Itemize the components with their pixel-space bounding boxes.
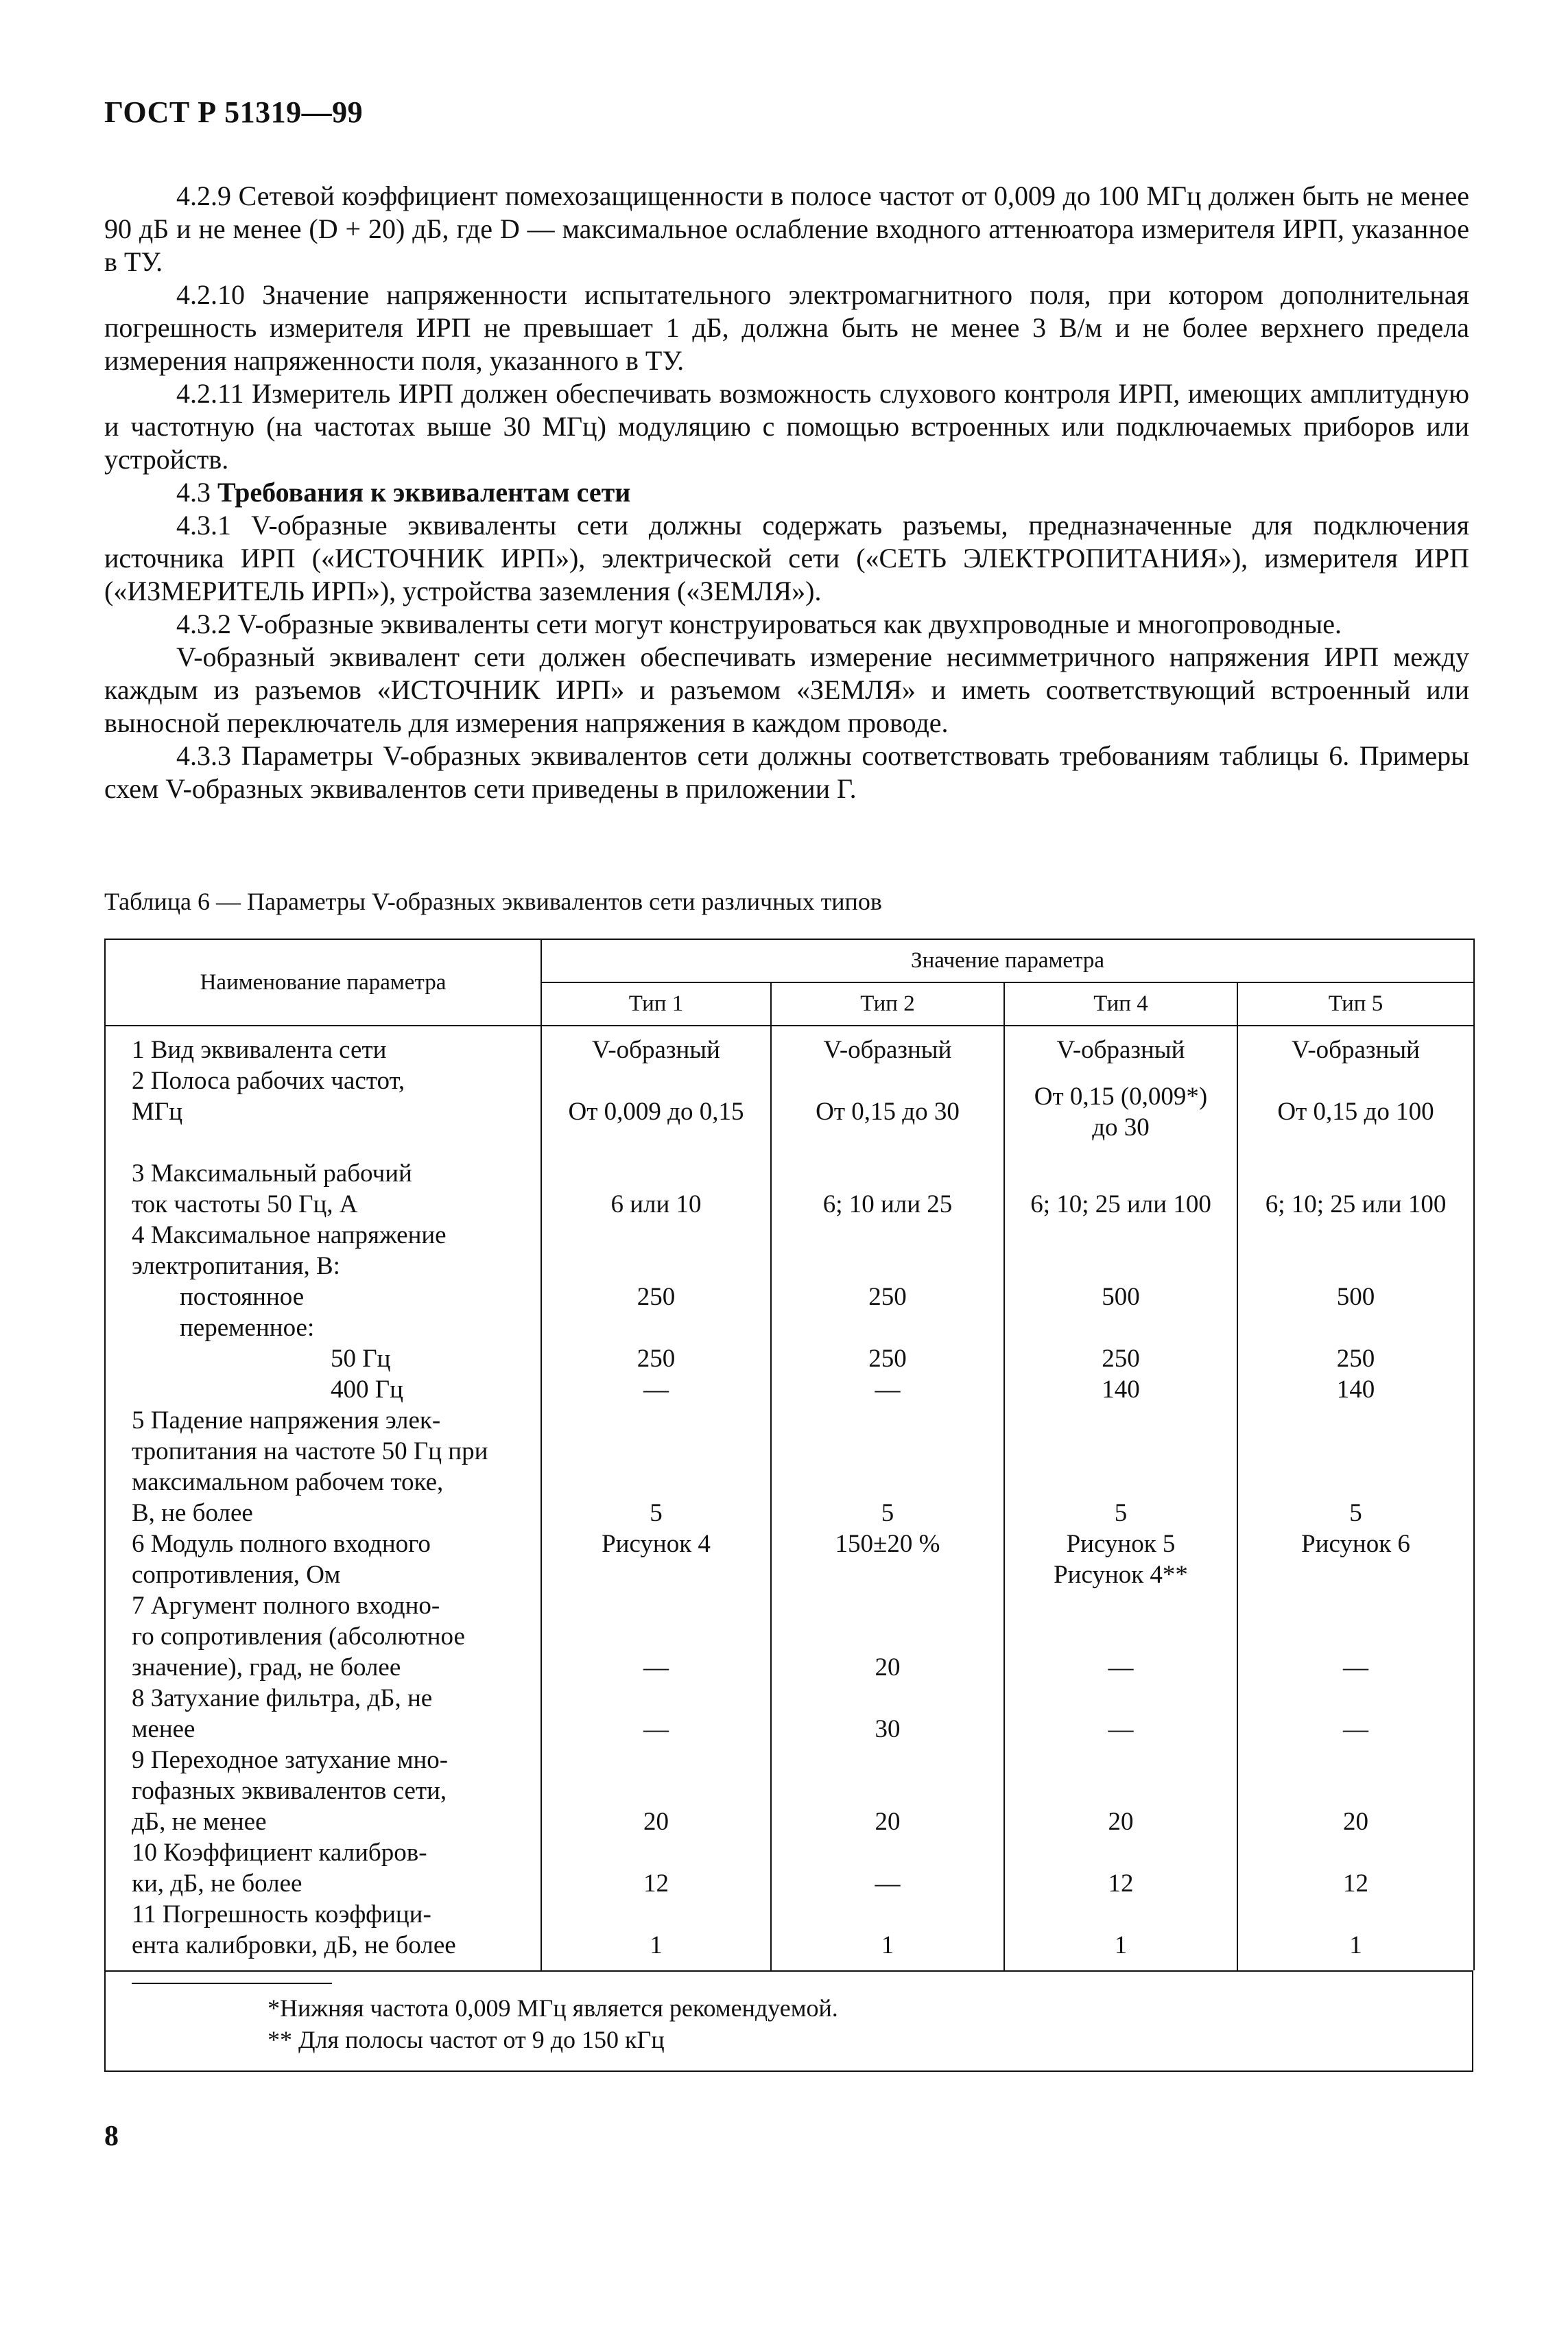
- section-title: Требования к эквивалентам сети: [217, 477, 631, 508]
- row-label-line: 9 Переходное затухание мно-: [132, 1746, 449, 1774]
- cell-value: 6 или 10: [541, 1158, 771, 1220]
- header-type-4: Тип 4: [1004, 982, 1237, 1026]
- row-label-line: 50 Гц: [331, 1345, 391, 1373]
- row-label-line: менее: [132, 1715, 195, 1743]
- row-label: [105, 1374, 541, 1405]
- cell-value: 500: [1237, 1220, 1474, 1312]
- cell-value: —: [541, 1590, 771, 1683]
- row-label-line: МГц: [132, 1098, 183, 1126]
- cell-value: 20: [771, 1745, 1004, 1837]
- cell-value: 5: [541, 1405, 771, 1529]
- header-type-1: Тип 1: [541, 982, 771, 1026]
- document-header: ГОСТ Р 51319—99: [104, 95, 364, 129]
- cell-value: 250: [1237, 1312, 1474, 1374]
- row-label-line: 400 Гц: [331, 1376, 403, 1404]
- cell-value: 250: [771, 1220, 1004, 1312]
- footnote-rule: [132, 1983, 332, 1984]
- cell-line: Рисунок 4**: [1054, 1561, 1188, 1589]
- cell-value: 140: [1237, 1374, 1474, 1405]
- cell-value: V-образный: [771, 1026, 1004, 1065]
- cell-value: 5: [1004, 1405, 1237, 1529]
- paragraph-4-2-9: 4.2.9 Сетевой коэффициент помехозащищенности в полосе частот от 0,009 до 100 МГц должен быть не менее 90 дБ и не менее (D + 20) дБ, где D — максимальное ослабление входного аттенюатора измерителя ИРП, указанное в ТУ.: [104, 180, 1469, 277]
- page-number: 8: [104, 2121, 119, 2152]
- cell-value: 12: [1004, 1837, 1237, 1899]
- row-label-line: электропитания, В:: [132, 1252, 340, 1280]
- header-type-5: Тип 5: [1237, 982, 1474, 1026]
- row-label-line: В, не более: [132, 1499, 253, 1527]
- cell-value: 140: [1004, 1374, 1237, 1405]
- row-label: [105, 1899, 541, 1970]
- row-label-line: 8 Затухание фильтра, дБ, не: [132, 1684, 433, 1712]
- paragraph-4-2-10: 4.2.10 Значение напряженности испытательного электромагнитного поля, при котором дополнительная погрешность измерителя ИРП не превышает 1 дБ, должна быть не менее 3 В/м и не более верхнего предела измерения напряженности поля, указанного в ТУ.: [104, 279, 1469, 376]
- row-label-line: 4 Максимальное напряжение: [132, 1221, 447, 1249]
- row-label-line: значение), град, не более: [132, 1653, 401, 1682]
- cell-value: От 0,15 до 30: [771, 1065, 1004, 1158]
- cell-value: [1004, 1065, 1237, 1158]
- cell-line: до 30: [1092, 1113, 1150, 1142]
- cell-value: 6; 10; 25 или 100: [1237, 1158, 1474, 1220]
- cell-value: Рисунок 6: [1237, 1529, 1474, 1590]
- cell-value: 250: [541, 1312, 771, 1374]
- row-label: [105, 1529, 541, 1590]
- cell-value: От 0,15 до 100: [1237, 1065, 1474, 1158]
- cell-value: —: [1237, 1590, 1474, 1683]
- row-label-line: тропитания на частоте 50 Гц при: [132, 1437, 488, 1465]
- parameters-table-container: [104, 939, 1473, 2072]
- row-label-line: 7 Аргумент полного входно-: [132, 1592, 440, 1620]
- table-row: [105, 1590, 1474, 1683]
- cell-value: V-образный: [1237, 1026, 1474, 1065]
- row-label-line: максимальном рабочем токе,: [132, 1468, 444, 1496]
- row-label-line: 3 Максимальный рабочий: [132, 1159, 412, 1188]
- table-row: [105, 1899, 1474, 1970]
- table-row: [105, 1026, 1474, 1065]
- cell-value: —: [1004, 1590, 1237, 1683]
- body-text: [104, 180, 1469, 805]
- row-label: [105, 1312, 541, 1374]
- row-label: [105, 1837, 541, 1899]
- cell-value: 20: [541, 1745, 771, 1837]
- cell-value: 6; 10; 25 или 100: [1004, 1158, 1237, 1220]
- row-label-line: гофазных эквивалентов сети,: [132, 1777, 447, 1805]
- cell-value: 12: [541, 1837, 771, 1899]
- table-row: [105, 1745, 1474, 1837]
- cell-value: [1004, 1529, 1237, 1590]
- table-row: [105, 1065, 1474, 1158]
- cell-value: 20: [1004, 1745, 1237, 1837]
- row-label-line: 11 Погрешность коэффици-: [132, 1900, 431, 1928]
- table-row: [105, 1405, 1474, 1529]
- row-label: [105, 1220, 541, 1312]
- cell-value: —: [541, 1374, 771, 1405]
- cell-value: 500: [1004, 1220, 1237, 1312]
- row-label-line: переменное:: [180, 1314, 315, 1342]
- row-label: [105, 1065, 541, 1158]
- cell-value: 5: [771, 1405, 1004, 1529]
- row-label-line: ток частоты 50 Гц, А: [132, 1190, 358, 1218]
- cell-value: 250: [541, 1220, 771, 1312]
- row-label-line: постоянное: [180, 1283, 305, 1311]
- row-label-line: 10 Коэффициент калибров-: [132, 1839, 427, 1867]
- section-number: 4.3: [176, 477, 211, 508]
- cell-value: —: [1237, 1683, 1474, 1745]
- header-parameter-name: Наименование параметра: [105, 939, 541, 1026]
- cell-line: От 0,15 (0,009*): [1034, 1082, 1208, 1111]
- cell-value: —: [541, 1683, 771, 1745]
- row-label: [105, 1405, 541, 1529]
- row-label-line: 2 Полоса рабочих частот,: [132, 1067, 405, 1095]
- cell-value: —: [771, 1374, 1004, 1405]
- paragraph-4-3-3: 4.3.3 Параметры V-образных эквивалентов сети должны соответствовать требованиям таблицы 6. Примеры схем V-образных эквивалентов сети приведены в приложении Г.: [104, 740, 1469, 804]
- cell-value: 30: [771, 1683, 1004, 1745]
- cell-value: Рисунок 4: [541, 1529, 771, 1590]
- cell-value: 1: [1237, 1899, 1474, 1970]
- row-label-line: сопротивления, Ом: [132, 1561, 341, 1589]
- table-row: [105, 1837, 1474, 1899]
- cell-value: 1: [771, 1899, 1004, 1970]
- table-row: [105, 1683, 1474, 1745]
- table-row: [105, 1529, 1474, 1590]
- row-label: 1 Вид эквивалента сети: [105, 1026, 541, 1065]
- cell-value: 6; 10 или 25: [771, 1158, 1004, 1220]
- cell-value: V-образный: [541, 1026, 771, 1065]
- cell-value: 5: [1237, 1405, 1474, 1529]
- parameters-table: [104, 939, 1475, 1970]
- row-label: [105, 1158, 541, 1220]
- section-heading-4-3: [104, 476, 1469, 509]
- cell-value: 150±20 %: [771, 1529, 1004, 1590]
- cell-value: 1: [541, 1899, 771, 1970]
- cell-value: 12: [1237, 1837, 1474, 1899]
- cell-value: 20: [771, 1590, 1004, 1683]
- table-row: [105, 1312, 1474, 1374]
- header-parameter-value: Значение параметра: [541, 939, 1474, 982]
- cell-value: 1: [1004, 1899, 1237, 1970]
- paragraph-4-3-2-continued: V-образный эквивалент сети должен обеспечивать измерение несимметричного напряжения ИРП между каждым из разъемов «ИСТОЧНИК ИРП» и разъемом «ЗЕМЛЯ» и иметь соответствующий встроенный или выносной переключатель для измерения напряжения в каждом проводе.: [104, 641, 1469, 738]
- table-row: [105, 1374, 1474, 1405]
- footnote: ** Для полосы частот от 9 до 150 кГц: [268, 2026, 665, 2053]
- row-label: [105, 1745, 541, 1837]
- cell-value: 250: [1004, 1312, 1237, 1374]
- cell-value: V-образный: [1004, 1026, 1237, 1065]
- cell-value: 20: [1237, 1745, 1474, 1837]
- row-label-line: 5 Падение напряжения элек-: [132, 1406, 441, 1435]
- row-label-line: ки, дБ, не более: [132, 1869, 302, 1898]
- row-label-line: дБ, не менее: [132, 1808, 267, 1836]
- cell-value: От 0,009 до 0,15: [541, 1065, 771, 1158]
- table-row: [105, 1220, 1474, 1312]
- paragraph-4-2-11: 4.2.11 Измеритель ИРП должен обеспечивать возможность слухового контроля ИРП, имеющих амплитудную и частотную (на частотах выше 30 МГц) модуляцию с помощью встроенных или подключаемых приборов или устройств.: [104, 378, 1469, 475]
- header-type-2: Тип 2: [771, 982, 1004, 1026]
- table-row: [105, 1158, 1474, 1220]
- row-label: [105, 1590, 541, 1683]
- footnote: *Нижняя частота 0,009 МГц является рекомендуемой.: [268, 1994, 838, 2022]
- paragraph-4-3-1: 4.3.1 V-образные эквиваленты сети должны содержать разъемы, предназначенные для подключения источника ИРП («ИСТОЧНИК ИРП»), электрической сети («СЕТЬ ЭЛЕКТРОПИТАНИЯ»), измерителя ИРП («ИЗМЕРИТЕЛЬ ИРП»), устройства заземления («ЗЕМЛЯ»).: [104, 510, 1469, 606]
- cell-value: —: [771, 1837, 1004, 1899]
- row-label-line: ента калибровки, дБ, не более: [132, 1931, 456, 1959]
- cell-value: 250: [771, 1312, 1004, 1374]
- cell-line: Рисунок 5: [1066, 1530, 1176, 1558]
- row-label-line: го сопротивления (абсолютное: [132, 1623, 465, 1651]
- table-footnotes: [104, 1970, 1473, 2072]
- paragraph-4-3-2: 4.3.2 V-образные эквиваленты сети могут конструироваться как двухпроводные и многопроводные.: [176, 609, 1342, 639]
- row-label: [105, 1683, 541, 1745]
- table-caption: Таблица 6 — Параметры V-образных эквивалентов сети различных типов: [104, 888, 882, 915]
- row-label-line: 6 Модуль полного входного: [132, 1530, 431, 1558]
- cell-value: —: [1004, 1683, 1237, 1745]
